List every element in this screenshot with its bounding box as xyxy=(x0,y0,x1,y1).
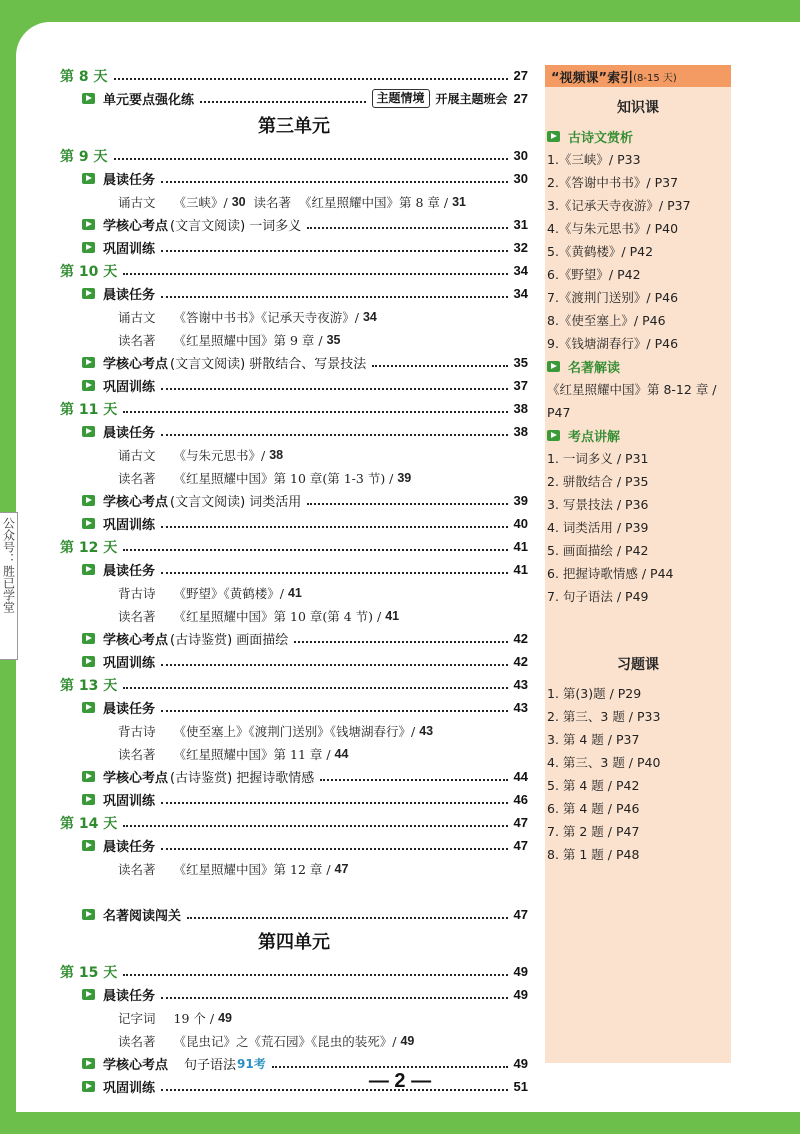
exam-frequency-note: 91考 xyxy=(237,1057,266,1071)
exercise-index-item[interactable]: 2. 第三、3 题 / P33 xyxy=(547,709,661,724)
leader-dots xyxy=(272,1066,508,1068)
task-label: 巩固训练 xyxy=(103,518,156,533)
poetry-index-item[interactable]: 9.《钱塘湖春行》/ P46 xyxy=(547,336,679,351)
day-row[interactable] xyxy=(60,673,528,696)
detail-text: 读名著 《红星照耀中国》第 8 章 / xyxy=(245,194,453,210)
play-icon xyxy=(82,495,95,506)
task-label: 巩固训练 xyxy=(103,794,156,809)
page-ref: 49 xyxy=(218,1010,232,1025)
exercise-index-item[interactable]: 3. 第 4 题 / P37 xyxy=(547,732,640,747)
page-ref: 49 xyxy=(513,964,528,979)
leader-dots xyxy=(161,802,508,804)
task-label: 学核心考点 xyxy=(103,357,169,372)
unit-title: 第四单元 xyxy=(258,932,330,953)
index-section-classics xyxy=(545,355,731,378)
index-header xyxy=(545,65,731,87)
page-ref: 35 xyxy=(326,332,341,347)
point-index-item[interactable]: 7. 句子语法 / P49 xyxy=(547,589,649,604)
page-ref: 47 xyxy=(513,815,528,830)
detail-text: 《红星照耀中国》第 12 章 / xyxy=(173,861,335,877)
leader-dots xyxy=(320,779,507,781)
page-ref: 41 xyxy=(513,539,528,554)
sidebar-watermark xyxy=(0,512,18,660)
detail-text: 《红星照耀中国》第 11 章 / xyxy=(173,746,335,762)
task-row[interactable] xyxy=(60,765,528,788)
detail-row xyxy=(60,581,528,604)
detail-text: 记字词 xyxy=(118,1010,156,1026)
page-ref: 43 xyxy=(513,700,528,715)
page-ref: 37 xyxy=(513,378,528,393)
sidebar-watermark-text: 公众号：胜已学堂 xyxy=(1,517,16,613)
page-ref: 41 xyxy=(385,608,400,623)
table-of-contents xyxy=(60,64,528,1098)
task-row[interactable] xyxy=(60,420,528,443)
spacer-row xyxy=(60,880,528,903)
play-icon xyxy=(82,702,95,713)
index-section-classics-label: 名著解读 xyxy=(568,361,621,376)
task-label: 单元要点强化练 xyxy=(103,93,195,108)
exercise-index-item[interactable]: 7. 第 2 题 / P47 xyxy=(547,824,640,839)
task-row[interactable] xyxy=(60,374,528,397)
leader-dots xyxy=(372,365,507,367)
leader-dots xyxy=(123,411,507,413)
task-label: 学核心考点 xyxy=(103,633,169,648)
play-icon xyxy=(82,173,95,184)
detail-text: 读名著 xyxy=(118,861,156,877)
page-ref: 34 xyxy=(513,263,528,278)
index-title-range: (8-15 天) xyxy=(633,72,677,84)
page-ref: 47 xyxy=(513,907,528,922)
task-label: 晨读任务 xyxy=(103,702,156,717)
detail-text: 诵古文 xyxy=(118,194,156,210)
day-row[interactable] xyxy=(60,811,528,834)
day-row[interactable] xyxy=(60,960,528,983)
play-icon xyxy=(82,564,95,575)
task-row[interactable] xyxy=(60,167,528,190)
video-course-index xyxy=(545,65,731,1063)
index-section-points-label: 考点讲解 xyxy=(568,430,621,445)
task-detail: (文言文阅读) 一词多义 xyxy=(170,219,302,234)
point-index-item[interactable]: 2. 骈散结合 / P35 xyxy=(547,474,649,489)
detail-row xyxy=(60,742,528,765)
task-label: 巩固训练 xyxy=(103,1081,156,1096)
page-ref: 38 xyxy=(269,447,284,462)
detail-row xyxy=(60,1029,528,1052)
task-row[interactable] xyxy=(60,558,528,581)
task-label: 巩固训练 xyxy=(103,242,156,257)
leader-dots xyxy=(161,296,508,298)
task-detail: (古诗鉴赏) 画面描绘 xyxy=(170,633,289,648)
task-row[interactable] xyxy=(60,696,528,719)
play-icon xyxy=(82,219,95,230)
task-row[interactable] xyxy=(60,351,528,374)
play-icon xyxy=(82,633,95,644)
play-icon xyxy=(547,361,560,372)
page-ref: 27 xyxy=(513,68,528,83)
task-label: 晨读任务 xyxy=(103,173,156,188)
task-detail: (文言文阅读) 骈散结合、写景技法 xyxy=(170,357,367,372)
detail-text: 诵古文 xyxy=(118,447,156,463)
exercise-course-title: 习题课 xyxy=(617,657,659,673)
leader-dots xyxy=(161,997,508,999)
task-label: 巩固训练 xyxy=(103,656,156,671)
page-ref: 49 xyxy=(513,987,528,1002)
detail-text: 《红星照耀中国》第 9 章 / xyxy=(173,332,327,348)
task-label: 学核心考点 xyxy=(103,771,169,786)
page-ref: 34 xyxy=(513,286,528,301)
task-row[interactable] xyxy=(60,983,528,1006)
point-index-item[interactable]: 4. 词类活用 / P39 xyxy=(547,520,649,535)
leader-dots xyxy=(123,974,507,976)
task-row[interactable] xyxy=(60,236,528,259)
page-ref: 47 xyxy=(334,861,349,876)
page-ref: 42 xyxy=(513,654,528,669)
detail-row xyxy=(60,443,528,466)
detail-row xyxy=(60,604,528,627)
task-label: 学核心考点 xyxy=(103,219,169,234)
play-icon xyxy=(547,430,560,441)
leader-dots xyxy=(294,641,507,643)
leader-dots xyxy=(161,664,508,666)
play-icon xyxy=(82,909,95,920)
detail-text: 诵古文 xyxy=(118,309,156,325)
task-row[interactable] xyxy=(60,650,528,673)
index-section-poetry xyxy=(545,125,731,148)
day-row[interactable] xyxy=(60,535,528,558)
detail-text: 背古诗 xyxy=(118,585,156,601)
page-ref: 30 xyxy=(513,148,528,163)
task-label: 学核心考点 xyxy=(103,1058,169,1073)
theme-description: 开展主题班会 xyxy=(435,92,508,106)
page-ref: 46 xyxy=(513,792,528,807)
detail-text: 19 个 / xyxy=(173,1010,219,1026)
classics-item-line-2: P47 xyxy=(547,405,571,420)
knowledge-course-title: 知识课 xyxy=(617,100,659,116)
detail-text: 读名著 xyxy=(118,746,156,762)
leader-dots xyxy=(161,434,508,436)
play-icon xyxy=(82,656,95,667)
detail-text: 读名著 xyxy=(118,608,156,624)
play-icon xyxy=(547,131,560,142)
leader-dots xyxy=(307,227,507,229)
detail-text: 《使至塞上》《渡荆门送别》《钱塘湖春行》/ xyxy=(173,723,420,739)
detail-text: 《野望》《黄鹤楼》/ xyxy=(173,585,288,601)
page-ref: 43 xyxy=(419,723,434,738)
point-index-item[interactable]: 1. 一词多义 / P31 xyxy=(547,451,649,466)
detail-row xyxy=(60,305,528,328)
page-ref: 31 xyxy=(513,217,528,232)
play-icon xyxy=(82,771,95,782)
play-icon xyxy=(82,357,95,368)
page-ref: 49 xyxy=(513,1056,528,1071)
play-icon xyxy=(82,380,95,391)
task-row[interactable] xyxy=(60,213,528,236)
page-ref: 44 xyxy=(513,769,528,784)
leader-dots xyxy=(161,572,508,574)
leader-dots xyxy=(161,388,508,390)
points-list xyxy=(545,447,731,608)
leader-dots xyxy=(123,825,507,827)
classics-item[interactable] xyxy=(545,378,731,424)
leader-dots xyxy=(114,78,508,80)
task-label: 晨读任务 xyxy=(103,426,156,441)
poetry-index-item[interactable]: 7.《渡荆门送别》/ P46 xyxy=(547,290,679,305)
detail-row xyxy=(60,1006,528,1029)
exercise-index-item[interactable]: 4. 第三、3 题 / P40 xyxy=(547,755,661,770)
poetry-index-item[interactable]: 2.《答谢中书书》/ P37 xyxy=(547,175,679,190)
detail-text: 《答谢中书书》《记承天寺夜游》/ xyxy=(173,309,363,325)
unit-title: 第三单元 xyxy=(258,116,330,137)
detail-text: 读名著 xyxy=(118,470,156,486)
task-label: 晨读任务 xyxy=(103,288,156,303)
leader-dots xyxy=(123,549,507,551)
poetry-index-item[interactable]: 6.《野望》/ P42 xyxy=(547,267,641,282)
page-ref: 39 xyxy=(513,493,528,508)
exercise-index-item[interactable]: 1. 第(3)题 / P29 xyxy=(547,686,642,701)
task-label: 晨读任务 xyxy=(103,840,156,855)
detail-text: 《红星照耀中国》第 10 章(第 4 节) / xyxy=(173,608,386,624)
play-icon xyxy=(82,989,95,1000)
day-row[interactable] xyxy=(60,259,528,282)
detail-text: 《昆虫记》之《荒石园》《昆虫的装死》/ xyxy=(173,1033,401,1049)
play-icon xyxy=(82,288,95,299)
task-label: 巩固训练 xyxy=(103,380,156,395)
exercise-index-item[interactable]: 8. 第 1 题 / P48 xyxy=(547,847,640,862)
task-row[interactable] xyxy=(60,282,528,305)
poetry-index-item[interactable]: 8.《使至塞上》/ P46 xyxy=(547,313,666,328)
page-ref: 42 xyxy=(513,631,528,646)
play-icon xyxy=(82,1058,95,1069)
poetry-index-item[interactable]: 4.《与朱元思书》/ P40 xyxy=(547,221,679,236)
task-detail: 句子语法 xyxy=(184,1058,237,1073)
page-ref: 32 xyxy=(513,240,528,255)
day-label: 第 12 天 xyxy=(60,539,118,556)
poetry-index-item[interactable]: 1.《三峡》/ P33 xyxy=(547,152,641,167)
leader-dots xyxy=(123,687,507,689)
detail-text: 读名著 xyxy=(118,332,156,348)
day-label: 第 10 天 xyxy=(60,263,118,280)
leader-dots xyxy=(161,848,508,850)
point-index-item[interactable]: 6. 把握诗歌情感 / P44 xyxy=(547,566,674,581)
page-ref: 43 xyxy=(513,677,528,692)
play-icon xyxy=(82,426,95,437)
leader-dots xyxy=(123,273,507,275)
detail-row xyxy=(60,719,528,742)
play-icon xyxy=(82,93,95,104)
poetry-index-item[interactable]: 3.《记承天寺夜游》/ P37 xyxy=(547,198,691,213)
leader-dots xyxy=(200,101,365,103)
leader-dots xyxy=(161,526,508,528)
theme-badge: 主题情境 xyxy=(372,89,430,108)
page-ref: 51 xyxy=(513,1079,528,1094)
task-label: 学核心考点 xyxy=(103,495,169,510)
task-row[interactable] xyxy=(60,489,528,512)
leader-dots xyxy=(161,181,508,183)
page-ref: 41 xyxy=(287,585,302,600)
day-label: 第 14 天 xyxy=(60,815,118,832)
task-row[interactable] xyxy=(60,788,528,811)
page-ref: 47 xyxy=(513,838,528,853)
classics-item-line-1: 《红星照耀中国》第 8-12 章 / xyxy=(547,382,717,397)
point-index-item[interactable]: 3. 写景技法 / P36 xyxy=(547,497,649,512)
page-ref: 38 xyxy=(513,424,528,439)
poetry-index-item[interactable]: 5.《黄鹤楼》/ P42 xyxy=(547,244,654,259)
task-row[interactable] xyxy=(60,903,528,926)
day-row[interactable] xyxy=(60,397,528,420)
index-title: “视频课”索引 xyxy=(551,70,634,86)
play-icon xyxy=(82,518,95,529)
task-label: 晨读任务 xyxy=(103,989,156,1004)
detail-text: 读名著 xyxy=(118,1033,156,1049)
page-ref: 30 xyxy=(513,171,528,186)
detail-text: 《红星照耀中国》第 10 章(第 1-3 节) / xyxy=(173,470,398,486)
play-icon xyxy=(82,840,95,851)
page-number: — 2 — xyxy=(368,1070,432,1092)
page-ref: 34 xyxy=(362,309,377,324)
task-label: 名著阅读闯关 xyxy=(103,909,182,924)
task-detail: (古诗鉴赏) 把握诗歌情感 xyxy=(170,771,315,786)
detail-text: 《三峡》/ xyxy=(173,194,232,210)
detail-row xyxy=(60,190,528,213)
page-ref: 30 xyxy=(231,194,246,209)
index-section-poetry-label: 古诗文赏析 xyxy=(568,131,634,146)
detail-row xyxy=(60,328,528,351)
page-ref: 38 xyxy=(513,401,528,416)
task-detail: (文言文阅读) 词类活用 xyxy=(170,495,302,510)
page-ref: 31 xyxy=(452,194,466,209)
index-section-points xyxy=(545,424,731,447)
page-ref: 39 xyxy=(397,470,412,485)
day-row[interactable] xyxy=(60,144,528,167)
exercise-list xyxy=(545,682,731,866)
leader-dots xyxy=(307,503,507,505)
detail-row xyxy=(60,466,528,489)
page-ref: 35 xyxy=(513,355,528,370)
page-ref: 40 xyxy=(513,516,528,531)
day-label: 第 13 天 xyxy=(60,677,118,694)
play-icon xyxy=(82,794,95,805)
task-label: 晨读任务 xyxy=(103,564,156,579)
day-label: 第 8 天 xyxy=(60,68,108,85)
leader-dots xyxy=(161,250,508,252)
day-row[interactable] xyxy=(60,64,528,87)
day-label: 第 9 天 xyxy=(60,148,108,165)
page-ref: 49 xyxy=(400,1033,415,1048)
point-index-item[interactable]: 5. 画面描绘 / P42 xyxy=(547,543,649,558)
play-icon xyxy=(82,242,95,253)
task-row[interactable] xyxy=(60,627,528,650)
page-ref: 27 xyxy=(513,91,528,106)
exercise-index-item[interactable]: 5. 第 4 题 / P42 xyxy=(547,778,640,793)
detail-row xyxy=(60,857,528,880)
exercise-index-item[interactable]: 6. 第 4 题 / P46 xyxy=(547,801,640,816)
leader-dots xyxy=(161,710,508,712)
task-row[interactable] xyxy=(60,512,528,535)
leader-dots xyxy=(114,158,508,160)
day-label: 第 11 天 xyxy=(60,401,118,418)
task-row[interactable] xyxy=(60,834,528,857)
poetry-list xyxy=(545,148,731,355)
leader-dots xyxy=(187,917,508,919)
page-ref: 41 xyxy=(513,562,528,577)
page-ref: 44 xyxy=(334,746,349,761)
detail-text: 背古诗 xyxy=(118,723,156,739)
day-label: 第 15 天 xyxy=(60,964,118,981)
detail-text: 《与朱元思书》/ xyxy=(173,447,270,463)
theme-row[interactable] xyxy=(60,87,528,110)
